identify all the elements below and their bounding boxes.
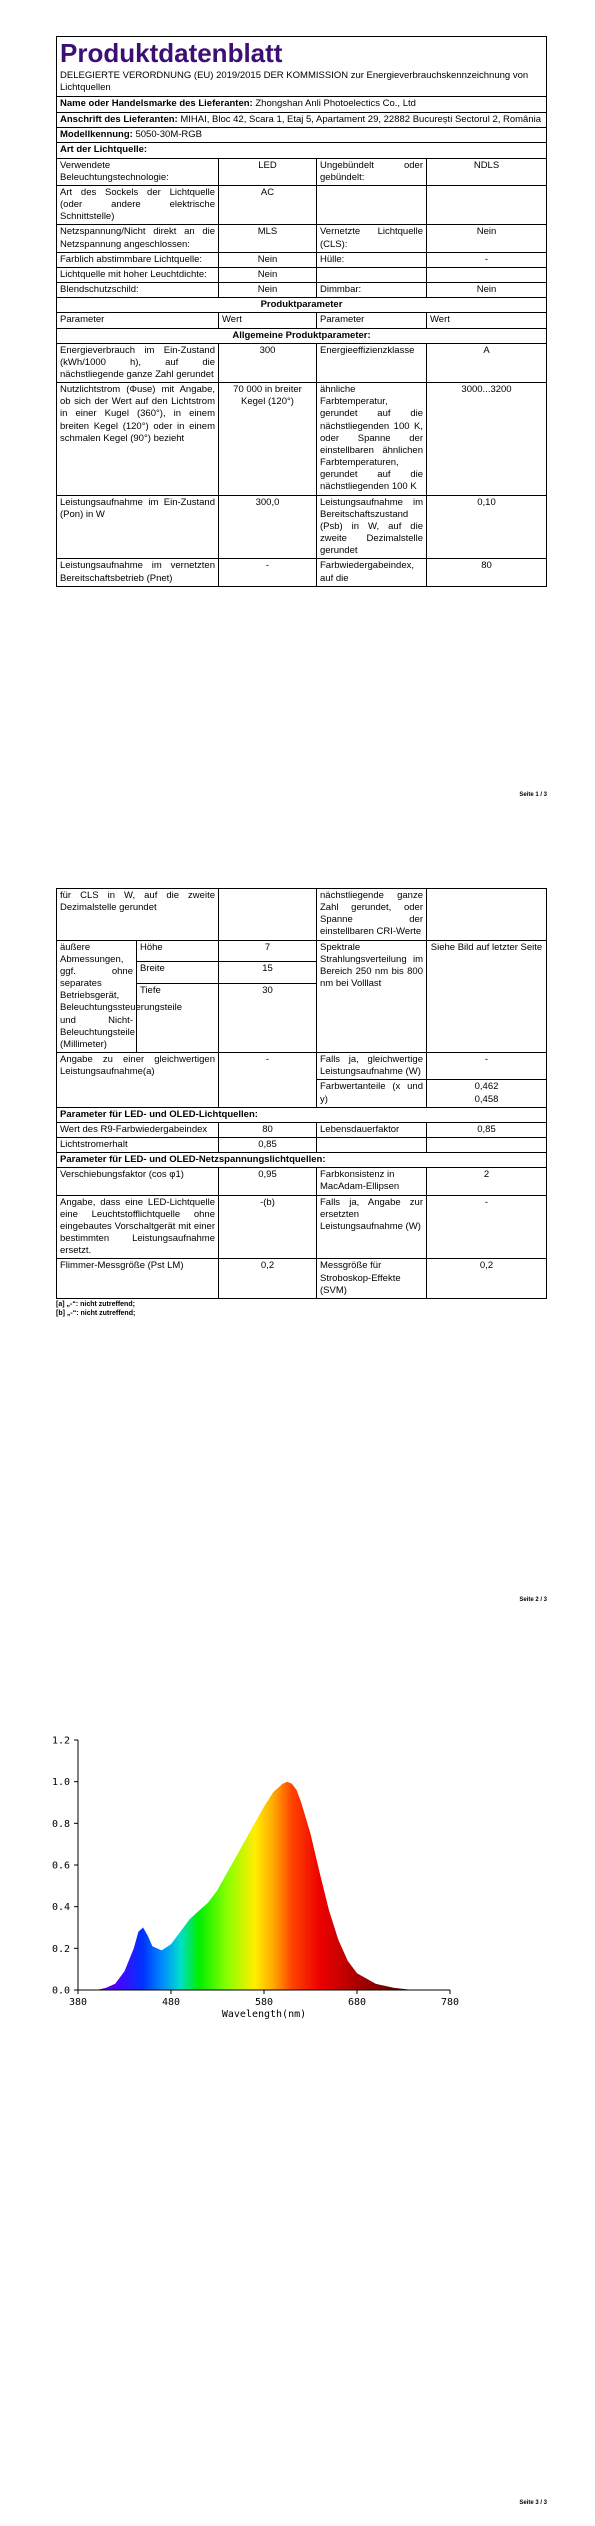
table-row [57,940,547,962]
spectrum-chart [0,1730,595,2020]
cell-label [317,267,427,282]
cell-label [317,185,427,224]
life-value: 0,85 [427,1122,547,1137]
page-number: Seite 2 / 3 [519,1597,547,1603]
cell-value [427,267,547,282]
r9-value: 80 [219,1122,317,1137]
cell-value: Nein [219,283,317,298]
svm-value: 0,2 [427,1259,547,1298]
y-tick-label: 0.2 [51,1943,70,1955]
cell-label: Lichtquelle mit hoher Leuchtdichte: [57,267,219,282]
dim-depth-label: Tiefe [137,984,219,1053]
datasheet-table-2 [56,888,547,1299]
datasheet-page-2 [56,888,546,1317]
page-number: Seite 3 / 3 [519,2500,547,2506]
cell-value: Nein [427,283,547,298]
cell-value: Nein [427,225,547,252]
cell-label: Netzspannung/Nicht direkt an die Netzspannung angeschlossen: [57,225,219,252]
y-tick-label: 1.2 [51,1735,70,1747]
equiv-value: - [219,1053,317,1108]
color-coord-y: 0,458 [474,1093,499,1105]
cell-value [427,889,547,941]
footnote-b: [b] „-“: nicht zutreffend; [56,1309,136,1317]
datasheet-table-1 [56,36,547,587]
color-coord-label: Farbwertanteile (x und y) [317,1080,427,1107]
table-row [57,185,547,224]
r9-label: Wert des R9-Farbwiedergabeindex [57,1122,219,1137]
cell-label: Hülle: [317,252,427,267]
shift-label: Verschiebungsfaktor (cos φ1) [57,1168,219,1195]
y-tick-label: 1.0 [51,1777,70,1789]
cell-value: MLS [219,225,317,252]
col-value: Wert [219,313,317,328]
table-row [57,1053,547,1080]
dim-height-label: Höhe [137,940,219,962]
cell-label: Farbwiedergabeindex, auf die [317,559,427,586]
cell-label: ähnliche Farbtemperatur, gerundet auf die nächstliegenden 100 K, oder Spanne der einstellbaren ähnlichen Farbtemperaturen, gerundet auf die nächstliegenden 100 K [317,383,427,495]
cell-value: 0,10 [427,495,547,559]
cell-value: - [219,559,317,586]
col-param: Parameter [57,313,219,328]
y-tick-label: 0.6 [51,1860,70,1872]
cell-label: Leistungsaufnahme im Ein-Zustand (Pon) in W [57,495,219,559]
col-param: Parameter [317,313,427,328]
equiv-right-value: - [427,1053,547,1080]
dim-width-value: 15 [219,962,317,984]
cell-label: Ungebündelt oder gebündelt: [317,158,427,185]
dims-label: äußere Abmessungen, ggf. ohne separates Betriebsgerät, Beleuchtungssteuerungsteile und Nicht-Beleuchtungsteile (Millimeter) [57,940,137,1052]
page-1 [0,0,595,820]
flicker-value: 0,2 [219,1259,317,1298]
product-params-header: Produktparameter [57,298,547,313]
claim-value: -(b) [219,1195,317,1259]
cell-label: Energieeffizienzklasse [317,343,427,382]
cell-label: Leistungsaufnahme im vernetzten Bereitschaftsbetrieb (Pnet) [57,559,219,586]
page-number: Seite 1 / 3 [519,792,547,798]
cell-label: Art des Sockels der Lichtquelle (oder andere elektrische Schnittstelle) [57,185,219,224]
table-row [57,283,547,298]
equiv-right-label: Falls ja, gleichwertige Leistungsaufnahme (W) [317,1053,427,1080]
table-row [57,1168,547,1195]
spectral-value: Siehe Bild auf letzter Seite [427,940,547,1052]
claim-label: Angabe, dass eine LED-Lichtquelle eine Leuchtstofflichtquelle ohne eingebautes Vorschaltgerät mit einer bestimmten Leistungsaufnahme ersetzt. [57,1195,219,1259]
flux-label: Lichtstromerhalt [57,1137,219,1152]
regulation-text: DELEGIERTE VERORDNUNG (EU) 2019/2015 DER KOMMISSION zur Energieverbrauchskennzeichnung von Lichtquellen [60,69,529,93]
svm-label: Messgröße für Stroboskop-Effekte (SVM) [317,1259,427,1298]
cell-label: Dimmbar: [317,283,427,298]
cell-value: 70 000 in breiter Kegel (120°) [219,383,317,495]
cell-value [219,889,317,941]
footnote-a: [a] „-“: nicht zutreffend; [56,1300,135,1308]
cell-value: 300 [219,343,317,382]
led-params-header: Parameter für LED- und OLED-Lichtquellen: [57,1107,547,1122]
address-value: MIHAI, Bloc 42, Scara 1, Etaj 5, Apartament 29, 22882 București Sectorul 2, România [180,113,542,125]
x-tick-label: 580 [254,1997,274,2008]
datasheet-page-1 [56,36,546,587]
consistency-label: Farbkonsistenz in MacAdam-Ellipsen [317,1168,427,1195]
cell-label: Energieverbrauch im Ein-Zustand (kWh/1000 h), auf die nächstliegende ganze Zahl gerundet [57,343,219,382]
general-params-header: Allgemeine Produktparameter: [57,328,547,343]
equiv-label: Angabe zu einer gleichwertigen Leistungsaufnahme(a) [57,1053,219,1108]
table-row [57,267,547,282]
table-row [57,158,547,185]
spectral-label: Spektrale Strahlungsverteilung im Bereich 250 nm bis 800 nm bei Volllast [317,940,427,1052]
dim-depth-value: 30 [219,984,317,1053]
table-row [57,495,547,559]
supplier-label: Name oder Handelsmarke des Lieferanten: [60,98,253,110]
cell-value: A [427,343,547,382]
table-row [57,1195,547,1259]
model-value: 5050-30M-RGB [135,128,202,140]
cell-label: Verwendete Beleuchtungstechnologie: [57,158,219,185]
x-tick-label: 380 [68,1997,88,2008]
spectrum-area [78,1782,450,1990]
page-2 [0,870,595,1650]
table-row [57,1259,547,1298]
table-row [57,343,547,382]
address-label: Anschrift des Lieferanten: [60,113,178,125]
cell-value: Nein [219,252,317,267]
dim-width-label: Breite [137,962,219,984]
x-tick-label: 680 [347,1997,367,2008]
color-coord-x: 0,462 [474,1081,499,1093]
cell-value: 300,0 [219,495,317,559]
table-row [57,252,547,267]
table-row [57,559,547,586]
table-row [57,383,547,495]
cell-label: Blendschutzschild: [57,283,219,298]
dim-height-value: 7 [219,940,317,962]
col-value: Wert [427,313,547,328]
cell-value [427,185,547,224]
flux-value: 0,85 [219,1137,317,1152]
model-label: Modellkennung: [60,128,133,140]
cell-value: Nein [219,267,317,282]
cell-label: Vernetzte Lichtquelle (CLS): [317,225,427,252]
cell-value: 80 [427,559,547,586]
cell-value: AC [219,185,317,224]
cell-label: Nutzlichtstrom (Φuse) mit Angabe, ob sich der Wert auf den Lichtstrom in einer Kugel (360°), in einem breiten Kegel (120°) oder in einem schmalen Kegel (90°) bezieht [57,383,219,495]
page-3 [0,1700,595,2526]
y-tick-label: 0.8 [51,1818,70,1830]
table-row [57,889,547,941]
x-axis-title: Wavelength(nm) [221,2009,307,2020]
cell-label: nächstliegende ganze Zahl gerundet, oder Spanne der einstellbaren CRI-Werte [317,889,427,941]
cell-label: Farblich abstimmbare Lichtquelle: [57,252,219,267]
cell-value: NDLS [427,158,547,185]
cell-value: - [427,252,547,267]
lightsource-header: Art der Lichtquelle: [57,143,547,158]
cell-label: für CLS in W, auf die zweite Dezimalstelle gerundet [57,889,219,941]
table-row [57,1122,547,1137]
flicker-label: Flimmer-Messgröße (Pst LM) [57,1259,219,1298]
cell-label: Leistungsaufnahme im Bereitschaftszustand (Psb) in W, auf die zweite Dezimalstelle gerundet [317,495,427,559]
supplier-value: Zhongshan Anli Photoelectics Co., Ltd [255,98,416,110]
cell-value: LED [219,158,317,185]
claim-right-value: - [427,1195,547,1259]
mains-params-header: Parameter für LED- und OLED-Netzspannungslichtquellen: [57,1153,547,1168]
claim-right-label: Falls ja, Angabe zur ersetzten Leistungsaufnahme (W) [317,1195,427,1259]
cell-value: 3000...3200 [427,383,547,495]
table-row [57,1137,547,1152]
y-tick-label: 0.0 [51,1985,70,1997]
shift-value: 0,95 [219,1168,317,1195]
life-label: Lebensdauerfaktor [317,1122,427,1137]
table-row [57,225,547,252]
x-tick-label: 780 [440,1997,460,2008]
consistency-value: 2 [427,1168,547,1195]
x-tick-label: 480 [161,1997,181,2008]
page-title: Produktdatenblatt [60,38,283,68]
y-tick-label: 0.4 [51,1902,70,1914]
